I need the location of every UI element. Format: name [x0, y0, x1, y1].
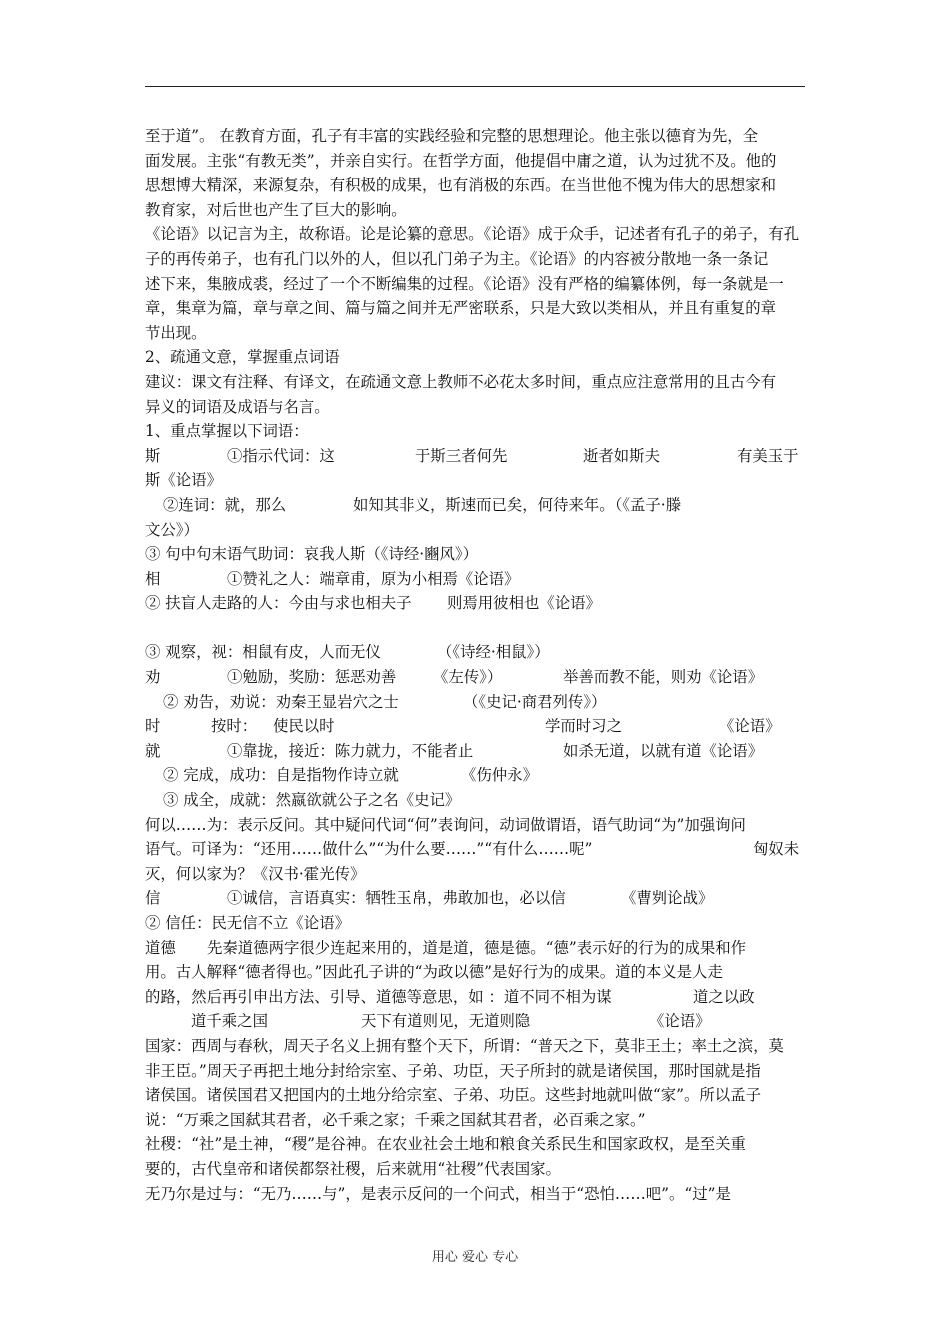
text-line: ② 信任：民无信不立《论语》 [145, 914, 350, 932]
text-line [145, 665, 807, 690]
text-segment: （《诗经·相鼠》） [437, 643, 550, 662]
text-segment: 先秦道德两字很少连起来用的，道是道，德是德。“德”表示好的行为的成果和作 [207, 938, 747, 957]
text-segment: 相 [145, 569, 161, 588]
text-segment: 有美玉于 [737, 446, 799, 465]
text-line: 《论语》以记言为主，故称语。论是论纂的意思。《论语》成于众手，记述者有孔子的弟子，有孔 [145, 225, 800, 244]
text-segment: 匈奴未 [753, 840, 800, 859]
text-segment: 按时： [211, 717, 258, 736]
text-segment: ①靠拢，接近：陈力就力，不能者止 [227, 741, 474, 760]
text-segment: 学而时习之 [545, 717, 622, 736]
text-line [145, 444, 807, 469]
text-line [145, 837, 807, 862]
text-line: 1、重点掌握以下词语： [145, 422, 309, 441]
text-line: 异义的词语及成语与名言。 [145, 397, 330, 416]
text-segment: 《曹刿论战》 [621, 889, 714, 908]
text-segment: ③ 观察，视：相鼠有皮，人而无仪 [145, 643, 381, 662]
text-segment: 逝者如斯夫 [583, 446, 660, 465]
text-segment: 天下有道则见，无道则隐 [361, 1012, 531, 1031]
text-segment: 则焉用彼相也《论语》 [447, 594, 601, 613]
text-line [145, 640, 807, 665]
text-segment: 举善而教不能，则劝《论语》 [563, 668, 764, 687]
text-segment: 劝 [145, 668, 161, 687]
text-line: 思想博大精深，来源复杂，有积极的成果，也有消极的东西。在当世他不愧为伟大的思想家和 [145, 176, 777, 195]
text-line: 要的，古代皇帝和诸侯都祭社稷，后来就用“社稷”代表国家。 [145, 1159, 561, 1178]
text-line [145, 714, 807, 739]
text-line: 国家：西周与春秋，周天子名义上拥有整个天下，所谓：“普天之下，莫非王土；率土之滨，莫 [145, 1036, 784, 1055]
text-line [145, 690, 807, 715]
text-line [145, 616, 807, 641]
text-segment: ② 完成，成功：自是指物作诗立就 [163, 766, 399, 785]
text-line: 非王臣。”周天子再把土地分封给宗室、子弟、功臣，天子所封的就是诸侯国，那时国就是指 [145, 1061, 761, 1080]
text-line: 教育家，对后世也产生了巨大的影响。 [145, 200, 407, 219]
text-line: 社稷：“社”是土神，“稷”是谷神。在农业社会土地和粮食关系民生和国家政权，是至关重 [145, 1135, 746, 1154]
text-segment: 的路，然后再引申出方法、引导、道德等意思，如 ：道不同不相为谋 [145, 987, 612, 1006]
header-rule [145, 86, 805, 87]
text-line [145, 567, 807, 592]
page-footer: 用心 爱心 专心 [431, 1250, 519, 1265]
text-segment: 《论语》 [649, 1012, 711, 1031]
text-line [145, 763, 807, 788]
text-segment: 如知其非义，斯速而已矣，何待来年。（《孟子·滕 [353, 495, 682, 514]
text-line [145, 985, 807, 1010]
text-segment: ①诚信，言语真实：牺牲玉帛，弗敢加也，必以信 [227, 889, 566, 908]
document-body [145, 124, 807, 1206]
text-segment: ①指示代词：这 [227, 446, 335, 465]
text-segment: 信 [145, 889, 161, 908]
text-line [145, 739, 807, 764]
text-segment: 时 [145, 717, 161, 736]
text-line [145, 936, 807, 961]
text-segment: 语气。可译为：“还用……做什么”“为什么要……”“有什么……呢” [145, 840, 593, 859]
text-segment: ② 扶盲人走路的人：今由与求也相夫子 [145, 594, 412, 613]
text-segment: ③ 成全，成就：然嬴欲就公子之名《史记》 [163, 791, 461, 810]
text-line: 灭，何以家为？《汉书·霍光传》 [145, 864, 366, 883]
text-line: 建议：课文有注释、有译文，在疏通文意上教师不必花太多时间，重点应注意常用的且古今有 [145, 372, 777, 391]
text-line [145, 1009, 807, 1034]
text-line: 子的再传弟子，也有孔门以外的人，但以孔门弟子为主。《论语》的内容被分散地一条一条记 [145, 249, 769, 268]
text-segment: ②连词：就，那么 [163, 495, 287, 514]
text-line: 节出现。 [145, 323, 207, 342]
text-line: 说：“万乘之国弑其君者，必千乘之家；千乘之国弑其君者，必百乘之家。” [145, 1110, 646, 1129]
text-segment: 道德 [145, 938, 176, 957]
text-line [145, 886, 807, 911]
text-segment: 《伤仲永》 [461, 766, 538, 785]
text-line: ③ 句中句末语气助词：哀我人斯（《诗经·豳风》） [145, 545, 478, 564]
text-segment: 《左传》） [433, 668, 503, 687]
text-segment: 《论语》 [719, 717, 781, 736]
text-line [145, 591, 807, 616]
text-segment: 道之以政 [693, 987, 755, 1006]
text-line [145, 493, 807, 518]
text-segment: ② 劝告，劝说：劝秦王显岩穴之士 [163, 692, 399, 711]
text-segment: 斯 [145, 446, 161, 465]
text-line: 斯《论语》 [145, 471, 222, 490]
text-segment: 于斯三者何先 [415, 446, 508, 465]
text-segment: ①勉励，奖励：惩恶劝善 [227, 668, 397, 687]
text-line: 文公》） [145, 520, 199, 539]
text-line: 2、疏通文意，掌握重点词语 [145, 348, 340, 367]
text-line: 述下来，集腋成裘，经过了一个不断编集的过程。《论语》没有严格的编纂体例，每一条就是一 [145, 274, 784, 293]
text-line: 诸侯国。诸侯国君又把国内的土地分给宗室、子弟、功臣。这些封地就叫做“家”。所以孟子 [145, 1086, 761, 1105]
text-line: 面发展。主张“有教无类”，并亲自实行。在哲学方面，他提倡中庸之道，认为过犹不及。他的 [145, 151, 777, 170]
text-segment: （《史记·商君列传》） [463, 692, 607, 711]
text-segment: ①赞礼之人：端章甫，原为小相焉《论语》 [227, 569, 520, 588]
text-segment: 如杀无道，以就有道《论语》 [563, 741, 764, 760]
text-segment: 使民以时 [273, 717, 335, 736]
text-line: 章，集章为篇，章与章之间、篇与篇之间并无严密联系，只是大致以类相从，并且有重复的章 [145, 299, 777, 318]
text-line: 何以……为：表示反问。其中疑问代词“何”表询问，动词做谓语，语气助词“为”加强询问 [145, 815, 746, 834]
text-line: 用。古人解释“德者得也。”因此孔子讲的“为政以德”是好行为的成果。道的本义是人走 [145, 963, 723, 982]
text-segment: 就 [145, 741, 161, 760]
text-segment: 道千乘之国 [191, 1012, 268, 1031]
text-line: 至于道”。 在教育方面，孔子有丰富的实践经验和完整的思想理论。他主张以德育为先，全 [145, 127, 758, 145]
text-line: 无乃尔是过与：“无乃……与”，是表示反问的一个问式，相当于“恐怕……吧”。“过”是 [145, 1184, 731, 1203]
text-line [145, 788, 807, 813]
